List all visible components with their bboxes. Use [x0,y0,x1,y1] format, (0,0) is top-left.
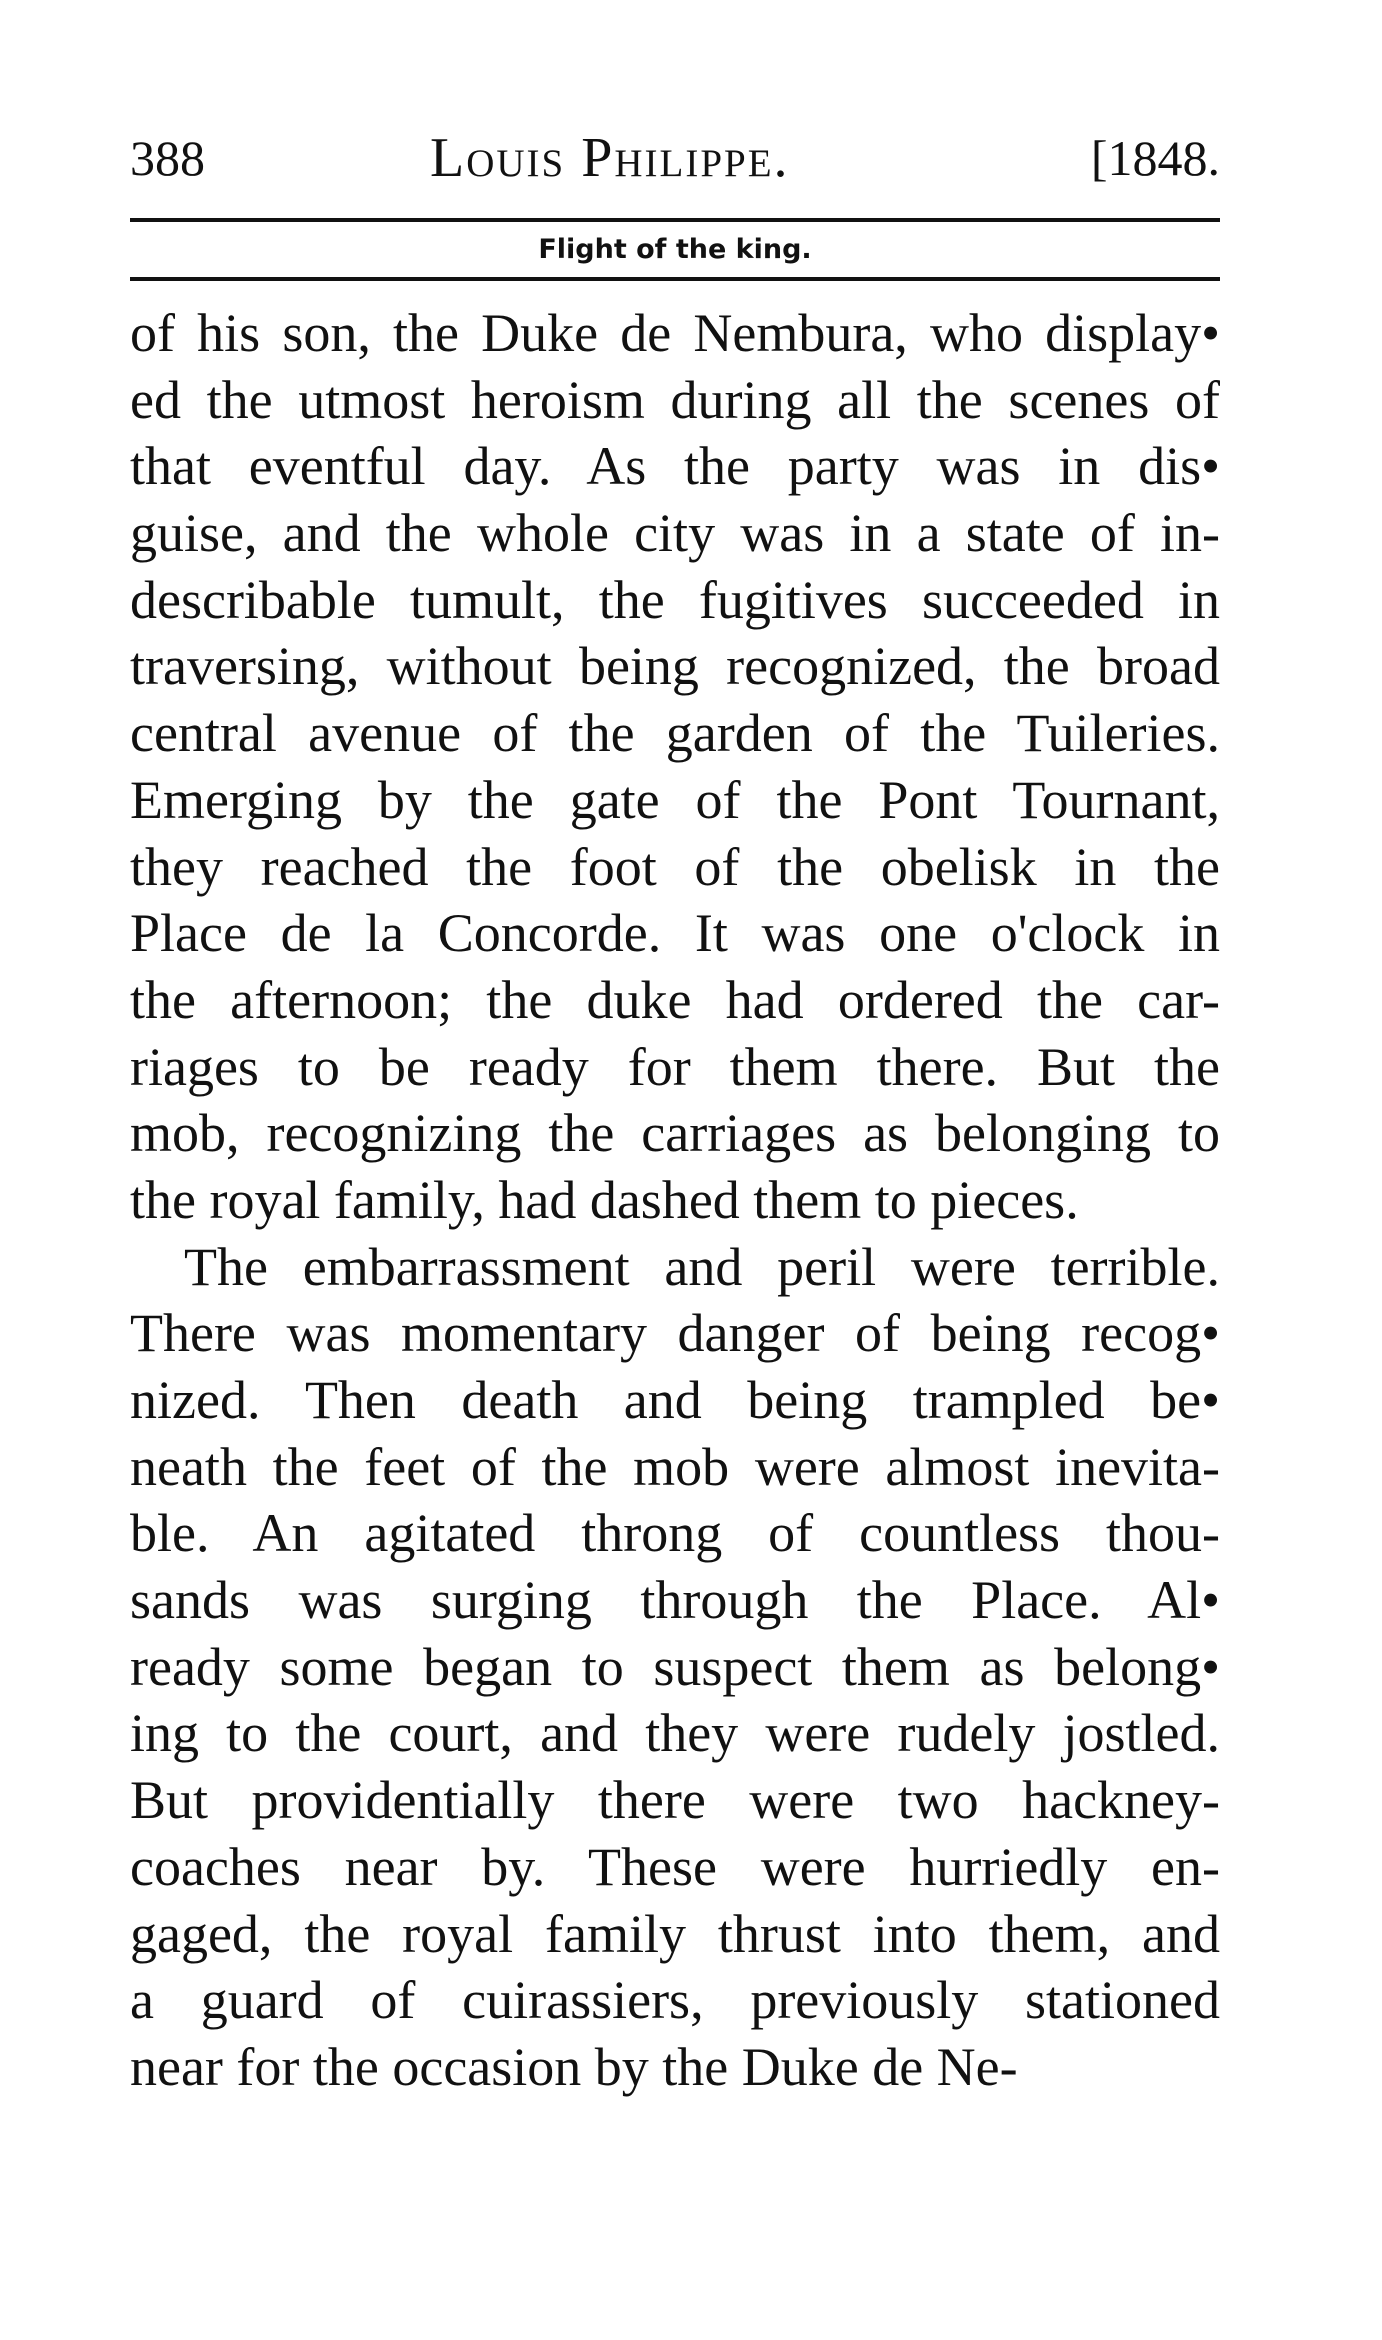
text-line: ing to the court, and they were rudely jostled. [130,1703,1220,1764]
text-line: The embarrassment and peril were terrible. [184,1236,1220,1297]
text-line: ble. An agitated throng of countless thou- [130,1503,1220,1564]
text-line: Emerging by the gate of the Pont Tournant, [130,769,1220,830]
text-line: traversing, without being recognized, the broad [130,636,1220,697]
page-number: 388 [130,130,205,186]
text-line: the afternoon; the duke had ordered the car- [130,969,1220,1030]
section-heading: Flight of the king. [538,234,812,265]
running-title: Louis Philippe. [430,127,790,189]
text-line: nized. Then death and being trampled be• [130,1370,1220,1430]
header-rule-top [130,218,1220,222]
text-line: guise, and the whole city was in a state of in- [130,503,1220,564]
text-line: of his son, the Duke de Nembura, who display• [130,303,1220,363]
text-line: There was momentary danger of being recog• [130,1303,1220,1364]
text-line: a guard of cuirassiers, previously stationed [130,1970,1220,2031]
paragraph [130,300,1220,1234]
text-line: Place de la Concorde. It was one o'clock in [130,903,1220,964]
text-line: sands was surging through the Place. Al• [130,1570,1220,1631]
text-line: the royal family, had dashed them to pieces. [130,1169,1079,1230]
text-line: ready some began to suspect them as belong• [130,1636,1220,1697]
body-text [130,300,1220,2101]
running-year: [1848. [1090,130,1220,186]
text-line: that eventful day. As the party was in dis• [130,436,1220,497]
text-line: ed the utmost heroism during all the scenes of [130,369,1220,430]
text-line: gaged, the royal family thrust into them, and [130,1903,1220,1964]
text-line: riages to be ready for them there. But the [130,1036,1220,1097]
text-line: describable tumult, the fugitives succeeded in [130,569,1220,630]
text-line: neath the feet of the mob were almost inevita- [130,1436,1220,1497]
paragraph [130,1234,1220,2101]
header-rule-bottom [130,277,1220,281]
text-line: But providentially there were two hackney- [130,1770,1220,1831]
running-head [130,118,1220,198]
text-line: coaches near by. These were hurriedly en- [130,1836,1220,1897]
text-line: central avenue of the garden of the Tuileries. [130,703,1220,764]
text-line: near for the occasion by the Duke de Ne- [130,2036,1018,2097]
text-line: mob, recognizing the carriages as belonging to [130,1103,1220,1164]
text-line: they reached the foot of the obelisk in the [130,836,1220,897]
